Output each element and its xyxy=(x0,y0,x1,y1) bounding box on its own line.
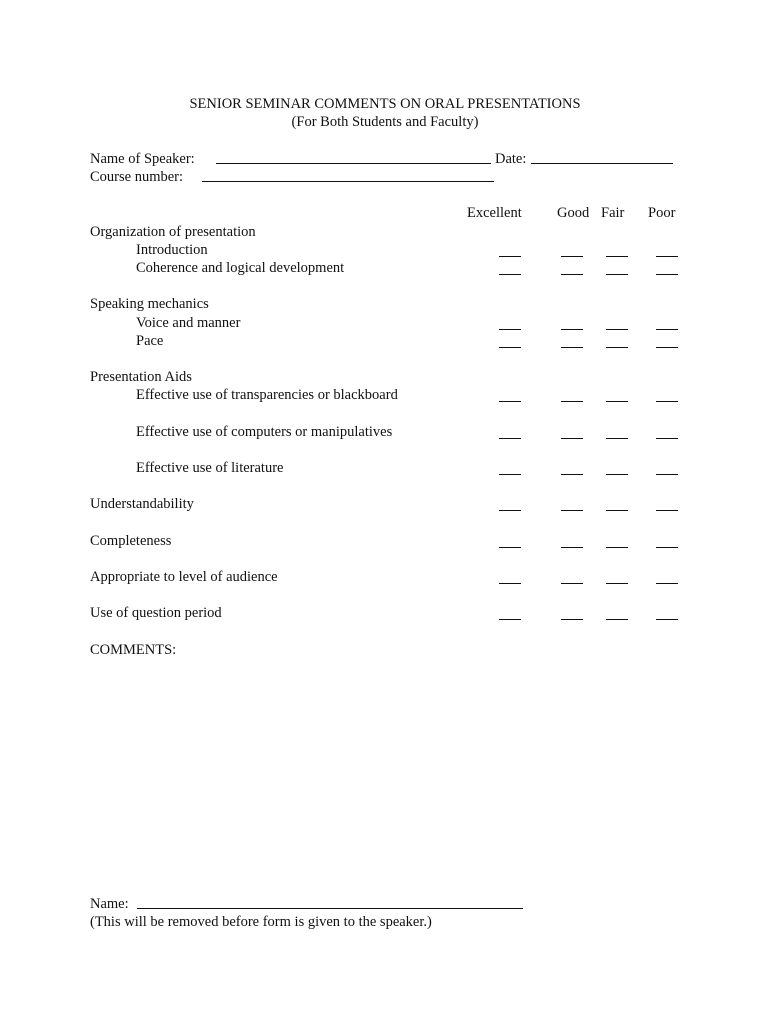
rating-blank-excellent[interactable] xyxy=(499,401,521,402)
rating-blank-good[interactable] xyxy=(561,274,583,275)
criterion-label: Understandability xyxy=(90,496,194,512)
form-subtitle: (For Both Students and Faculty) xyxy=(291,114,479,130)
rating-blank-fair[interactable] xyxy=(606,619,628,620)
speaker-name-label: Name of Speaker: xyxy=(90,151,195,167)
rating-blank-poor[interactable] xyxy=(656,401,678,402)
comments-area[interactable] xyxy=(90,664,680,884)
criterion-label: Introduction xyxy=(136,242,208,258)
rating-blank-good[interactable] xyxy=(561,438,583,439)
rating-blank-excellent[interactable] xyxy=(499,547,521,548)
course-number-field[interactable] xyxy=(202,181,494,182)
course-number-label: Course number: xyxy=(90,169,184,185)
rating-blank-poor[interactable] xyxy=(656,474,678,475)
criterion-label: Effective use of computers or manipulatives xyxy=(136,424,393,440)
rating-blank-poor[interactable] xyxy=(656,510,678,511)
rating-blank-fair[interactable] xyxy=(606,438,628,439)
rating-blank-excellent[interactable] xyxy=(499,347,521,348)
rating-blank-excellent[interactable] xyxy=(499,583,521,584)
rating-blank-poor[interactable] xyxy=(656,329,678,330)
rating-blank-fair[interactable] xyxy=(606,401,628,402)
rating-blank-fair[interactable] xyxy=(606,474,628,475)
rating-blank-poor[interactable] xyxy=(656,583,678,584)
form-title: SENIOR SEMINAR COMMENTS ON ORAL PRESENTATIONS xyxy=(189,96,581,112)
criterion-label: Appropriate to level of audience xyxy=(90,569,278,585)
speaker-name-field[interactable] xyxy=(216,163,491,164)
rating-blank-poor[interactable] xyxy=(656,438,678,439)
rating-blank-poor[interactable] xyxy=(656,347,678,348)
rating-blank-fair[interactable] xyxy=(606,274,628,275)
rating-blank-excellent[interactable] xyxy=(499,274,521,275)
rating-blank-fair[interactable] xyxy=(606,347,628,348)
criterion-label: Voice and manner xyxy=(136,315,241,331)
rating-blank-poor[interactable] xyxy=(656,274,678,275)
rating-blank-good[interactable] xyxy=(561,619,583,620)
criterion-label: Coherence and logical development xyxy=(136,260,345,276)
section-heading-aids: Presentation Aids xyxy=(90,369,192,385)
criterion-label: Effective use of transparencies or blackboard xyxy=(136,387,398,403)
rating-blank-fair[interactable] xyxy=(606,510,628,511)
rating-blank-poor[interactable] xyxy=(656,256,678,257)
rating-blank-good[interactable] xyxy=(561,347,583,348)
rating-blank-good[interactable] xyxy=(561,583,583,584)
rating-blank-good[interactable] xyxy=(561,547,583,548)
criterion-label: Completeness xyxy=(90,533,172,549)
removal-note: (This will be removed before form is given to the speaker.) xyxy=(90,914,432,930)
column-good: Good xyxy=(557,205,590,221)
rating-blank-good[interactable] xyxy=(561,474,583,475)
date-field[interactable] xyxy=(531,163,673,164)
reviewer-name-label: Name: xyxy=(90,896,129,912)
rating-blank-good[interactable] xyxy=(561,329,583,330)
rating-blank-good[interactable] xyxy=(561,256,583,257)
rating-blank-poor[interactable] xyxy=(656,619,678,620)
reviewer-name-field[interactable] xyxy=(137,908,523,909)
section-heading-organization: Organization of presentation xyxy=(90,224,256,240)
criterion-label: Pace xyxy=(136,333,164,349)
rating-blank-excellent[interactable] xyxy=(499,474,521,475)
column-poor: Poor xyxy=(648,205,676,221)
column-excellent: Excellent xyxy=(467,205,522,221)
rating-blank-poor[interactable] xyxy=(656,547,678,548)
rating-blank-excellent[interactable] xyxy=(499,510,521,511)
criterion-label: Effective use of literature xyxy=(136,460,284,476)
column-fair: Fair xyxy=(601,205,625,221)
rating-blank-excellent[interactable] xyxy=(499,329,521,330)
criterion-label: Use of question period xyxy=(90,605,222,621)
rating-blank-fair[interactable] xyxy=(606,256,628,257)
rating-blank-excellent[interactable] xyxy=(499,256,521,257)
date-label: Date: xyxy=(495,151,527,167)
comments-label: COMMENTS: xyxy=(90,642,177,658)
rating-blank-fair[interactable] xyxy=(606,329,628,330)
rating-blank-excellent[interactable] xyxy=(499,619,521,620)
section-heading-speaking: Speaking mechanics xyxy=(90,296,209,312)
rating-blank-good[interactable] xyxy=(561,401,583,402)
rating-blank-excellent[interactable] xyxy=(499,438,521,439)
rating-blank-fair[interactable] xyxy=(606,547,628,548)
rating-blank-fair[interactable] xyxy=(606,583,628,584)
rating-blank-good[interactable] xyxy=(561,510,583,511)
